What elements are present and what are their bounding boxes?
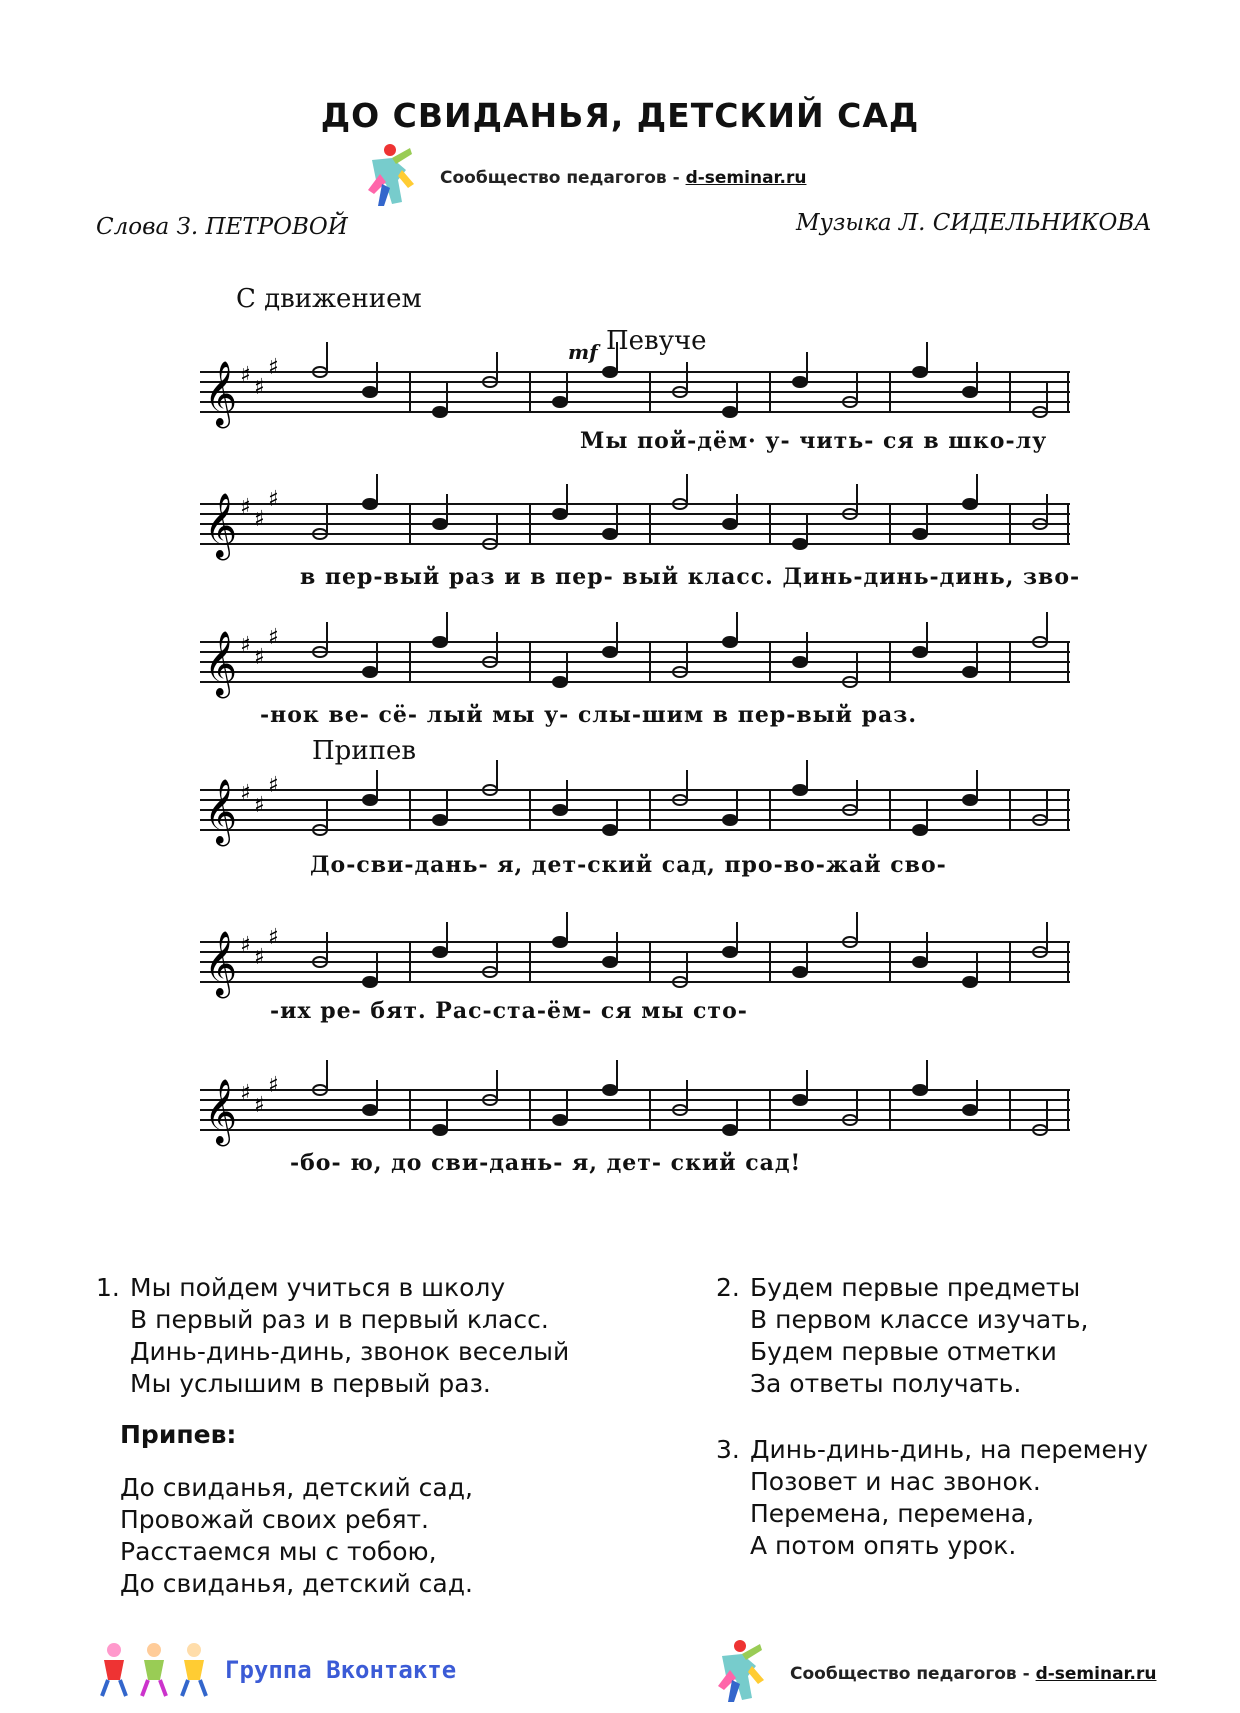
verse-number: 2. bbox=[716, 1273, 740, 1302]
lyric-line-1: Мы пой-дём· у- чить- ся в шко-лу bbox=[580, 428, 1048, 454]
note-head bbox=[603, 825, 617, 835]
verse-line: Перемена, перемена, bbox=[750, 1499, 1035, 1528]
treble-clef-icon: 𝄞 bbox=[204, 631, 238, 696]
verse-line: Мы пойдем учиться в школу bbox=[130, 1273, 506, 1302]
chorus-text bbox=[120, 1472, 473, 1600]
kids-group-icon bbox=[96, 1640, 216, 1700]
note-head bbox=[913, 825, 927, 835]
sharp-icon: ♯ bbox=[240, 633, 251, 658]
sharp-icon: ♯ bbox=[254, 375, 265, 400]
note-head bbox=[433, 407, 447, 417]
note-head bbox=[723, 947, 737, 957]
note-head bbox=[363, 1105, 377, 1115]
treble-clef-icon: 𝄞 bbox=[204, 931, 238, 996]
verse-line: Позовет и нас звонок. bbox=[750, 1467, 1041, 1496]
note-head bbox=[433, 947, 447, 957]
note-head bbox=[963, 387, 977, 397]
note-head bbox=[723, 1125, 737, 1135]
site-text: Сообщество педагогов - bbox=[440, 168, 686, 188]
treble-clef-icon: 𝄞 bbox=[204, 1079, 238, 1144]
sharp-icon: ♯ bbox=[240, 781, 251, 806]
sharp-icon: ♯ bbox=[268, 355, 279, 380]
sharp-icon: ♯ bbox=[254, 507, 265, 532]
note-head bbox=[793, 539, 807, 549]
chorus-heading: Припев: bbox=[120, 1420, 237, 1449]
lyric-line-4: До-сви-дань- я, дет-ский сад, про-во-жай сво- bbox=[310, 852, 947, 878]
page-title: ДО СВИДАНЬЯ, ДЕТСКИЙ САД bbox=[320, 96, 920, 135]
verse-3 bbox=[716, 1434, 1216, 1562]
sharp-icon: ♯ bbox=[268, 487, 279, 512]
note-head bbox=[963, 1105, 977, 1115]
site-link[interactable]: d-seminar.ru bbox=[1035, 1664, 1157, 1684]
community-logo-icon bbox=[362, 140, 416, 210]
note-head bbox=[963, 667, 977, 677]
expression-marking: Певуче bbox=[606, 326, 707, 356]
note-head bbox=[433, 519, 447, 529]
note-head bbox=[913, 367, 927, 377]
note-head bbox=[553, 677, 567, 687]
note-head bbox=[913, 647, 927, 657]
sharp-icon: ♯ bbox=[240, 933, 251, 958]
sharp-icon: ♯ bbox=[268, 925, 279, 950]
verse-line: Динь-динь-динь, звонок веселый bbox=[130, 1337, 570, 1366]
tempo-marking: С движением bbox=[236, 284, 422, 314]
note-head bbox=[603, 647, 617, 657]
note-head bbox=[603, 367, 617, 377]
music-staff-3 bbox=[200, 622, 1070, 702]
note-head bbox=[363, 667, 377, 677]
note-head bbox=[793, 1095, 807, 1105]
verse-line: За ответы получать. bbox=[750, 1369, 1022, 1398]
sharp-icon: ♯ bbox=[254, 945, 265, 970]
verse-line: В первом классе изучать, bbox=[750, 1305, 1089, 1334]
composer-credit: Музыка Л. СИДЕЛЬНИКОВА bbox=[796, 210, 1152, 236]
note-head bbox=[553, 397, 567, 407]
site-link[interactable]: d-seminar.ru bbox=[685, 168, 807, 188]
note-head bbox=[793, 657, 807, 667]
lyric-line-3: -нок ве- сё- лый мы у- слы-шим в пер-вый раз. bbox=[260, 702, 917, 728]
note-head bbox=[913, 1085, 927, 1095]
chorus-line: Расстаемся мы с тобою, bbox=[120, 1537, 437, 1566]
music-staff-5 bbox=[200, 922, 1070, 1002]
note-head bbox=[603, 1085, 617, 1095]
note-head bbox=[723, 407, 737, 417]
note-head bbox=[433, 1125, 447, 1135]
note-head bbox=[553, 937, 567, 947]
verse-line: А потом опять урок. bbox=[750, 1531, 1017, 1560]
verse-line: Динь-динь-динь, на перемену bbox=[750, 1435, 1148, 1464]
note-head bbox=[603, 957, 617, 967]
sharp-icon: ♯ bbox=[254, 793, 265, 818]
verse-line: Будем первые предметы bbox=[750, 1273, 1081, 1302]
note-head bbox=[363, 499, 377, 509]
note-head bbox=[363, 977, 377, 987]
note-head bbox=[553, 509, 567, 519]
note-head bbox=[913, 957, 927, 967]
note-head bbox=[553, 1115, 567, 1125]
music-staff-4 bbox=[200, 770, 1070, 850]
lyric-line-2: в пер-вый раз и в пер- вый класс. Динь-динь-динь, зво- bbox=[300, 564, 1081, 590]
verse-number: 3. bbox=[716, 1435, 740, 1464]
note-head bbox=[433, 637, 447, 647]
sharp-icon: ♯ bbox=[240, 1081, 251, 1106]
music-staff-2 bbox=[200, 484, 1070, 564]
note-head bbox=[363, 795, 377, 805]
chorus-line: Провожай своих ребят. bbox=[120, 1505, 430, 1534]
note-head bbox=[603, 529, 617, 539]
note-head bbox=[363, 387, 377, 397]
note-head bbox=[913, 529, 927, 539]
note-head bbox=[963, 499, 977, 509]
verse-1 bbox=[96, 1272, 656, 1400]
treble-clef-icon: 𝄞 bbox=[204, 779, 238, 844]
verse-number: 1. bbox=[96, 1273, 120, 1302]
sharp-icon: ♯ bbox=[268, 625, 279, 650]
note-head bbox=[793, 967, 807, 977]
note-head bbox=[723, 815, 737, 825]
sharp-icon: ♯ bbox=[268, 1073, 279, 1098]
dynamic-marking: mf bbox=[568, 340, 598, 364]
note-head bbox=[723, 637, 737, 647]
note-head bbox=[963, 795, 977, 805]
note-head bbox=[793, 785, 807, 795]
lyricist-credit: Слова З. ПЕТРОВОЙ bbox=[96, 214, 348, 240]
treble-clef-icon: 𝄞 bbox=[204, 361, 238, 426]
chorus-marking: Припев bbox=[312, 736, 416, 766]
note-head bbox=[793, 377, 807, 387]
sharp-icon: ♯ bbox=[240, 363, 251, 388]
sharp-icon: ♯ bbox=[268, 773, 279, 798]
music-staff-1 bbox=[200, 352, 1070, 432]
note-head bbox=[553, 805, 567, 815]
note-head bbox=[433, 815, 447, 825]
community-logo-icon-footer bbox=[712, 1636, 766, 1706]
vk-group-link[interactable]: Группа Вконтакте bbox=[225, 1656, 457, 1684]
lyric-line-6: -бо- ю, до сви-дань- я, дет- ский сад! bbox=[290, 1150, 802, 1176]
verse-2 bbox=[716, 1272, 1216, 1400]
sharp-icon: ♯ bbox=[240, 495, 251, 520]
lyric-line-5: -их ре- бят. Рас-ста-ём- ся мы сто- bbox=[270, 998, 748, 1024]
verse-line: Будем первые отметки bbox=[750, 1337, 1057, 1366]
verse-line: Мы услышим в первый раз. bbox=[130, 1369, 491, 1398]
verse-line: В первый раз и в первый класс. bbox=[130, 1305, 549, 1334]
music-staff-6 bbox=[200, 1070, 1070, 1150]
sharp-icon: ♯ bbox=[254, 1093, 265, 1118]
chorus-line: До свиданья, детский сад. bbox=[120, 1569, 473, 1598]
site-text: Сообщество педагогов - bbox=[790, 1664, 1036, 1684]
site-credit-footer bbox=[790, 1664, 1156, 1684]
note-head bbox=[963, 977, 977, 987]
sharp-icon: ♯ bbox=[254, 645, 265, 670]
treble-clef-icon: 𝄞 bbox=[204, 493, 238, 558]
note-head bbox=[723, 519, 737, 529]
site-credit-header bbox=[440, 168, 806, 188]
chorus-line: До свиданья, детский сад, bbox=[120, 1473, 473, 1502]
